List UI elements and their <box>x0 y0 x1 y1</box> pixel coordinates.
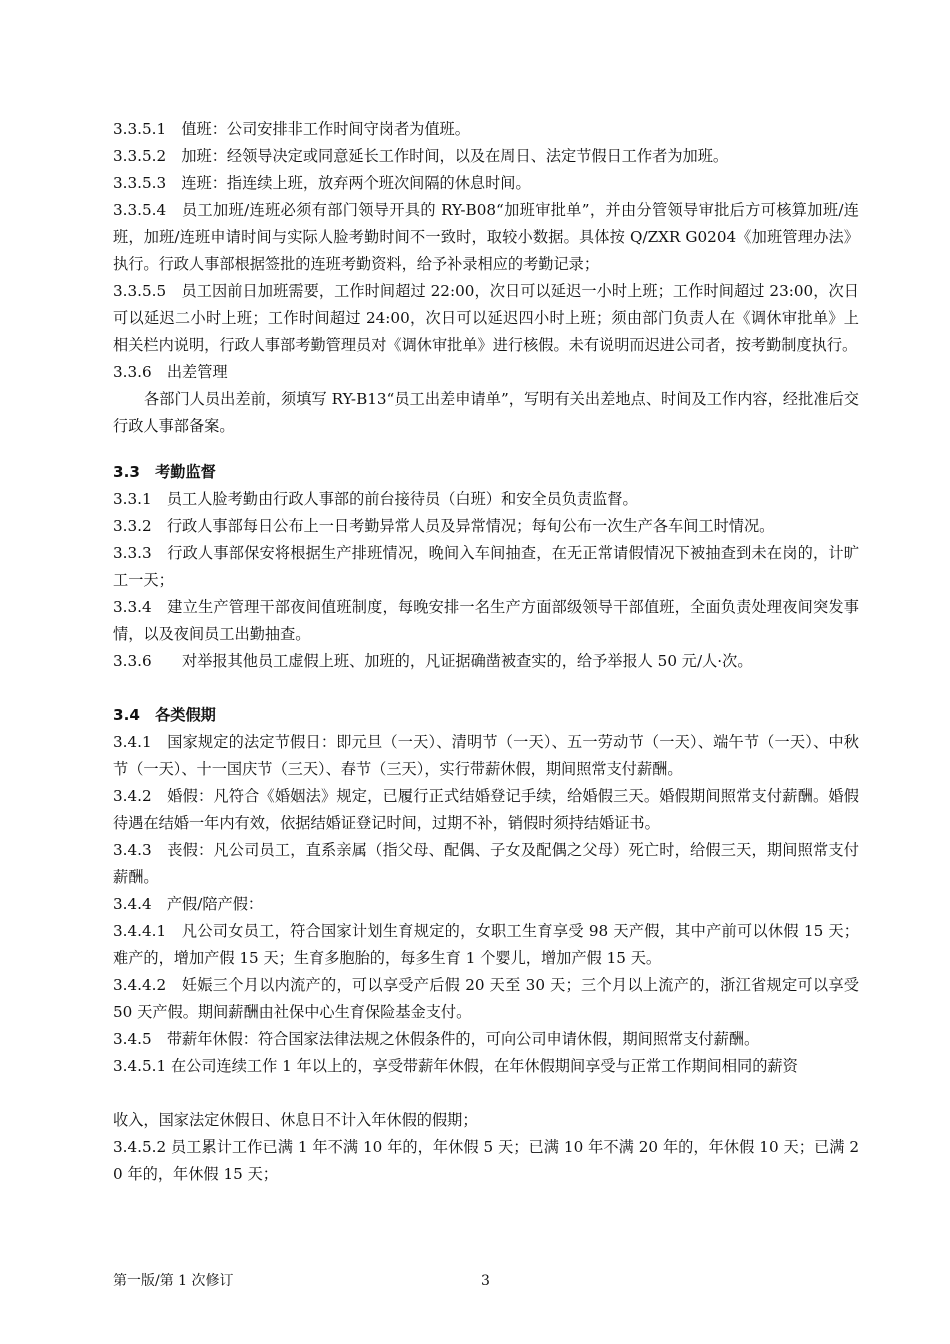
paragraph-3-4-4-2: 3.4.4.2 妊娠三个月以内流产的，可以享受产后假 20 天至 30 天；三个月以上流产的，浙江省规定可以享受 50 天产假。期间薪酬由社保中心生育保险基金支付。 <box>113 976 859 1021</box>
paragraph-3-3-6-title: 3.3.6 出差管理 <box>113 363 228 381</box>
paragraph-3-3-5-5: 3.3.5.5 员工因前日加班需要，工作时间超过 22:00，次日可以延迟一小时上班；工作时间超过 23:00，次日可以延迟二小时上班；工作时间超过 24:00，次日可以延迟四小时上班；须由部门负责人在《调休审批单》上相关栏内说明，行政人事部考勤管理员对《调休审批单》进行核假。未有说明而迟进公司者，按考勤制度执行。 <box>113 282 859 354</box>
document-body <box>113 116 859 1188</box>
paragraph-3-4-5-1-continued: 收入，国家法定休假日、休息日不计入年休假的假期； <box>113 1111 478 1129</box>
footer-version: 第一版/第 1 次修订 <box>113 1273 234 1289</box>
paragraph-3-4-1: 3.4.1 国家规定的法定节假日：即元旦（一天）、清明节（一天）、五一劳动节（一天）、端午节（一天）、中秋节（一天）、十一国庆节（三天）、春节（三天），实行带薪休假，期间照常支付薪酬。 <box>113 733 859 778</box>
paragraph-3-4-4: 3.4.4 产假/陪产假： <box>113 895 264 913</box>
paragraph-3-3-1: 3.3.1 员工人脸考勤由行政人事部的前台接待员（白班）和安全员负责监督。 <box>113 490 638 508</box>
section-heading-leave-types: 3.4 各类假期 <box>113 706 216 724</box>
paragraph-3-4-2: 3.4.2 婚假：凡符合《婚姻法》规定，已履行正式结婚登记手续，给婚假三天。婚假期间照常支付薪酬。婚假待遇在结婚一年内有效，依据结婚证登记时间，过期不补，销假时须持结婚证书。 <box>113 787 859 832</box>
paragraph-3-3-2: 3.3.2 行政人事部每日公布上一日考勤异常人员及异常情况；每旬公布一次生产各车间工时情况。 <box>113 517 775 535</box>
paragraph-3-3-5-1: 3.3.5.1 值班：公司安排非工作时间守岗者为值班。 <box>113 120 470 138</box>
paragraph-3-3-5-4: 3.3.5.4 员工加班/连班必须有部门领导开具的 RY-B08“加班审批单”，并由分管领导审批后方可核算加班/连班，加班/连班申请时间与实际人脸考勤时间不一致时，取较小数据。具体按 Q/ZXR G0204《加班管理办法》执行。行政人事部根据签批的连班考勤资料，给予补录相应的考勤记录； <box>113 201 859 273</box>
paragraph-3-4-5-2: 3.4.5.2 员工累计工作已满 1 年不满 10 年的，年休假 5 天；已满 10 年不满 20 年的，年休假 10 天；已满 20 年的，年休假 15 天； <box>113 1138 859 1183</box>
paragraph-3-3-5-3: 3.3.5.3 连班：指连续上班，放弃两个班次间隔的休息时间。 <box>113 174 531 192</box>
paragraph-3-3-6-report: 3.3.6 对举报其他员工虚假上班、加班的，凡证据确凿被查实的，给予举报人 50 元/人·次。 <box>113 652 753 670</box>
paragraph-3-3-3: 3.3.3 行政人事部保安将根据生产排班情况，晚间入车间抽查，在无正常请假情况下被抽查到未在岗的，计旷工一天； <box>113 544 859 589</box>
paragraph-3-4-5: 3.4.5 带薪年休假：符合国家法律法规之休假条件的，可向公司申请休假，期间照常支付薪酬。 <box>113 1030 760 1048</box>
section-heading-attendance-supervision: 3.3 考勤监督 <box>113 463 216 481</box>
paragraph-3-4-3: 3.4.3 丧假：凡公司员工，直系亲属（指父母、配偶、子女及配偶之父母）死亡时，给假三天，期间照常支付薪酬。 <box>113 841 859 886</box>
paragraph-3-3-4: 3.3.4 建立生产管理干部夜间值班制度，每晚安排一名生产方面部级领导干部值班，全面负责处理夜间突发事情，以及夜间员工出勤抽查。 <box>113 598 859 643</box>
paragraph-3-3-5-2: 3.3.5.2 加班：经领导决定或同意延长工作时间，以及在周日、法定节假日工作者为加班。 <box>113 147 729 165</box>
paragraph-3-4-4-1: 3.4.4.1 凡公司女员工，符合国家计划生育规定的，女职工生育享受 98 天产假，其中产前可以休假 15 天；难产的，增加产假 15 天；生育多胞胎的，每多生育 1 个婴儿，增加产假 15 天。 <box>113 922 859 967</box>
paragraph-business-trip: 各部门人员出差前，须填写 RY-B13“员工出差申请单”，写明有关出差地点、时间及工作内容，经批准后交行政人事部备案。 <box>113 390 859 435</box>
footer-page-number: 3 <box>481 1273 490 1289</box>
paragraph-3-4-5-1: 3.4.5.1 在公司连续工作 1 年以上的，享受带薪年休假，在年休假期间享受与正常工作期间相同的薪资 <box>113 1057 798 1075</box>
